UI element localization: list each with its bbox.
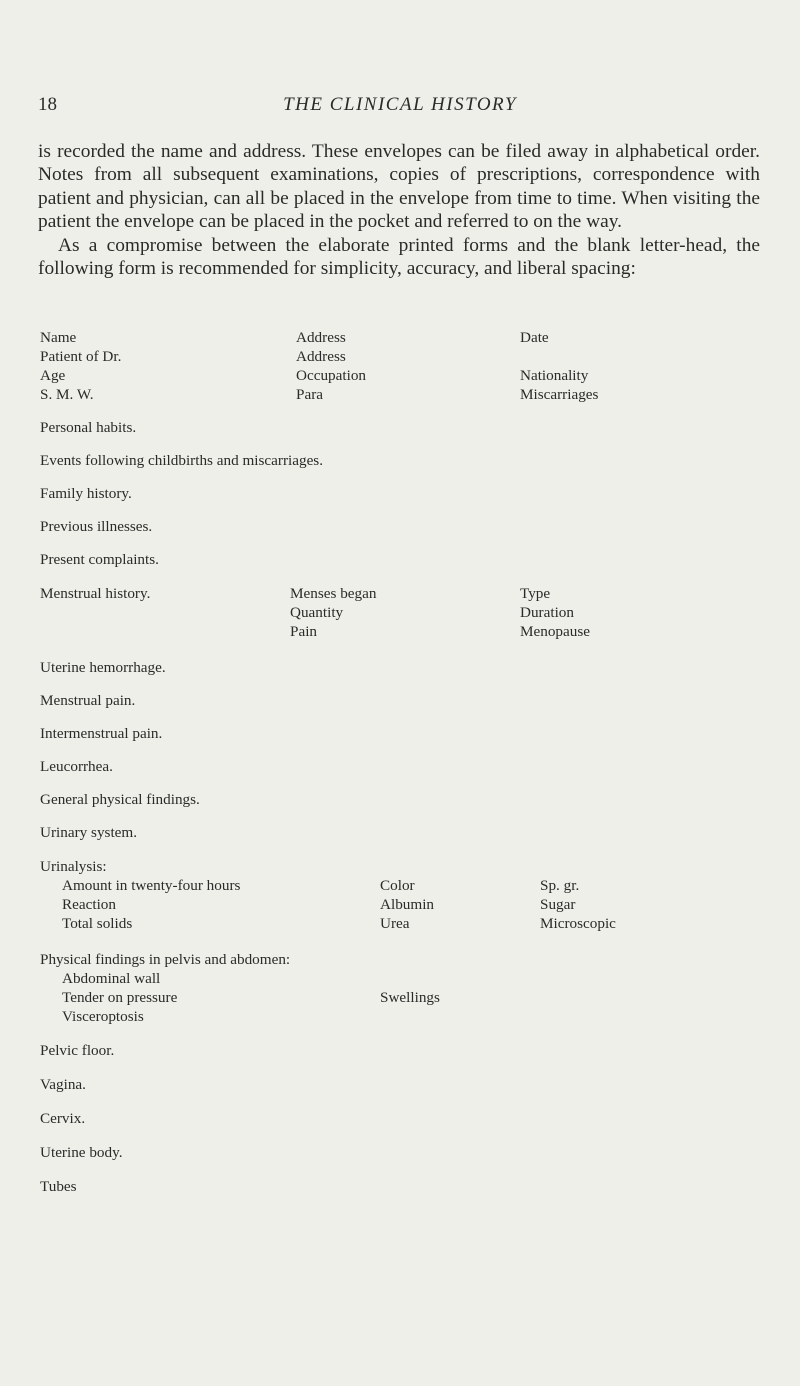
form-label-address-2: Address (296, 348, 346, 365)
form-label-menstrual-history: Menstrual history. (40, 585, 151, 602)
form-label-duration: Duration (520, 604, 574, 621)
form-label-miscarriages: Miscarriages (520, 386, 599, 403)
form-label-menses-began: Menses began (290, 585, 377, 602)
form-label-address: Address (296, 329, 346, 346)
form-label-urea: Urea (380, 915, 410, 932)
form-label-name: Name (40, 329, 77, 346)
form-label-vagina: Vagina. (40, 1076, 86, 1093)
form-label-type: Type (520, 585, 551, 602)
form-label-pain: Pain (290, 623, 318, 640)
form-label-events: Events following childbirths and miscarriages. (40, 452, 324, 469)
form-label-amount: Amount in twenty-four hours (62, 877, 241, 894)
form-label-uterine-body: Uterine body. (40, 1144, 123, 1161)
form-label-para: Para (296, 386, 323, 403)
intro-text (38, 140, 760, 280)
form-label-tubes: Tubes (40, 1178, 77, 1195)
form-label-albumin: Albumin (380, 896, 435, 913)
form-label-intermenstrual-pain: Intermenstrual pain. (40, 725, 163, 742)
form-label-sp-gr: Sp. gr. (540, 877, 580, 894)
form-label-patient-of: Patient of Dr. (40, 348, 122, 365)
form-label-personal-habits: Personal habits. (40, 419, 137, 436)
form-label-pelvis-findings: Physical findings in pelvis and abdomen: (40, 951, 291, 968)
page-header (38, 94, 762, 122)
form-label-color: Color (380, 877, 415, 894)
form-label-total-solids: Total solids (62, 915, 133, 932)
form-label-nationality: Nationality (520, 367, 589, 384)
form-label-visceroptosis: Visceroptosis (62, 1008, 144, 1025)
form-label-uterine-hemorrhage: Uterine hemorrhage. (40, 659, 166, 676)
running-title: THE CLINICAL HISTORY (283, 94, 517, 115)
form-label-urinalysis: Urinalysis: (40, 858, 107, 875)
form-label-abdominal-wall: Abdominal wall (62, 970, 161, 987)
form-label-urinary-system: Urinary system. (40, 824, 138, 841)
form-label-pelvic-floor: Pelvic floor. (40, 1042, 115, 1059)
form-label-occupation: Occupation (296, 367, 367, 384)
form-label-leucorrhea: Leucorrhea. (40, 758, 113, 775)
form-label-cervix: Cervix. (40, 1110, 86, 1127)
page-number: 18 (38, 94, 57, 115)
form-label-age: Age (40, 367, 66, 384)
form-label-smw: S. M. W. (40, 386, 94, 403)
intro-paragraph: As a compromise between the elaborate printed forms and the blank letter-head, the following form is recommended for simplicity, accuracy, and liberal spacing: (38, 234, 760, 280)
form-label-previous-illnesses: Previous illnesses. (40, 518, 153, 535)
form-label-menstrual-pain: Menstrual pain. (40, 692, 136, 709)
form-label-present-complaints: Present complaints. (40, 551, 159, 568)
form-label-date: Date (520, 329, 549, 346)
intro-paragraph: is recorded the name and address. These envelopes can be filed away in alphabetical order. Notes from all subsequent examinations, copies of prescriptions, correspondence with patient and physician, can all be placed in the envelope from time to time. When visiting the patient the envelope can be placed in the pocket and referred to on the way. (38, 141, 760, 233)
form-label-menopause: Menopause (520, 623, 591, 640)
form-label-family-history: Family history. (40, 485, 132, 502)
form-label-sugar: Sugar (540, 896, 576, 913)
form-label-tender: Tender on pressure (62, 989, 178, 1006)
form-label-microscopic: Microscopic (540, 915, 616, 932)
form-label-general-findings: General physical findings. (40, 791, 200, 808)
form-label-swellings: Swellings (380, 989, 440, 1006)
form-label-quantity: Quantity (290, 604, 344, 621)
form-label-reaction: Reaction (62, 896, 116, 913)
